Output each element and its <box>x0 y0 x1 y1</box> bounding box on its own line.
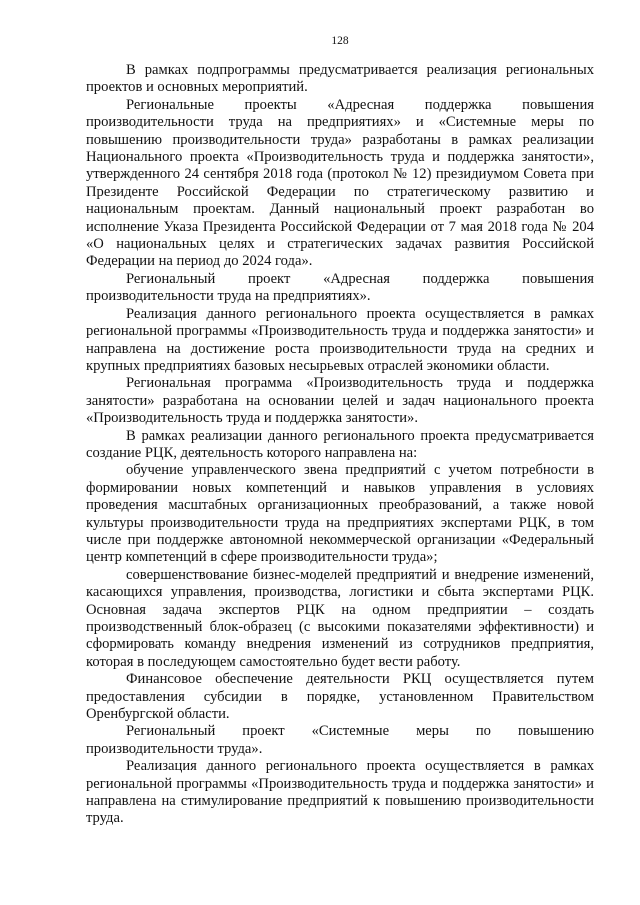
list-item-business-models: совершенствование бизнес-моделей предприятий и внедрение изменений, касающихся управления, производства, логистики и сбыта экспертами РЦК. Основная задача экспертов РЦК на одном предприятии – создать производственный блок-образец (с высокими показателями эффективности) и сформировать команду внедрения изменений из сотрудников предприятия, которая в последующем самостоятельно будет вести работу. <box>86 566 594 670</box>
paragraph-implementation-2: Реализация данного регионального проекта осуществляется в рамках региональной программы «Производительность труда и поддержка занятости» и направлена на стимулирование предприятий к повышению производительности труда. <box>86 758 594 827</box>
paragraph-project-address-support: Региональный проект «Адресная поддержка повышения производительности труда на предприятиях». <box>86 270 594 305</box>
document-page <box>86 34 594 828</box>
paragraph-regional-program: Региональная программа «Производительность труда и поддержка занятости» разработана на основании целей и задач национального проекта «Производительность труда и поддержка занятости». <box>86 375 594 427</box>
paragraph-project-system-measures: Региональный проект «Системные меры по повышению производительности труда». <box>86 723 594 757</box>
paragraph-financing: Финансовое обеспечение деятельности РКЦ осуществляется путем предоставления субсидии в порядке, установленном Правительством Оренбургской области. <box>86 671 594 723</box>
page-number: 128 <box>331 35 349 47</box>
paragraph-regional-projects: Региональные проекты «Адресная поддержка повышения производительности труда на предприятиях» и «Системные меры по повышению производительности труда» разработаны в рамках реализации Национального проекта «Производительность труда и поддержка занятости», утвержденного 24 сентября 2018 года (протокол № 12) президиумом Совета при Президенте Российской Федерации по стратегическому развитию и национальным проектам. Данный национальный проект разработан во исполнение Указа Президента Российской Федерации от 7 мая 2018 года № 204 «О национальных целях и стратегических задачах развития Российской Федерации на период до 2024 года». <box>86 96 594 270</box>
paragraph-implementation-1: Реализация данного регионального проекта осуществляется в рамках региональной программы «Производительность труда и поддержка занятости» и направлена на достижение роста производительности труда на средних и крупных предприятиях базовых несырьевых отраслей экономики области. <box>86 305 594 374</box>
paragraph-rck-creation: В рамках реализации данного регионального проекта предусматривается создание РЦК, деятельность которого направлена на: <box>86 427 594 461</box>
paragraph-subprogram-intro: В рамках подпрограммы предусматривается реализация региональных проектов и основных мероприятий. <box>86 62 594 96</box>
list-item-training: обучение управленческого звена предприятий с учетом потребности в формировании новых компетенций и навыков управления в условиях проведения масштабных организационных преобразований, а также новой культуры производительности труда на предприятиях экспертами РЦК, в том числе при поддержке автономной некоммерческой организации «Федеральный центр компетенций в сфере производительности труда»; <box>86 462 594 566</box>
